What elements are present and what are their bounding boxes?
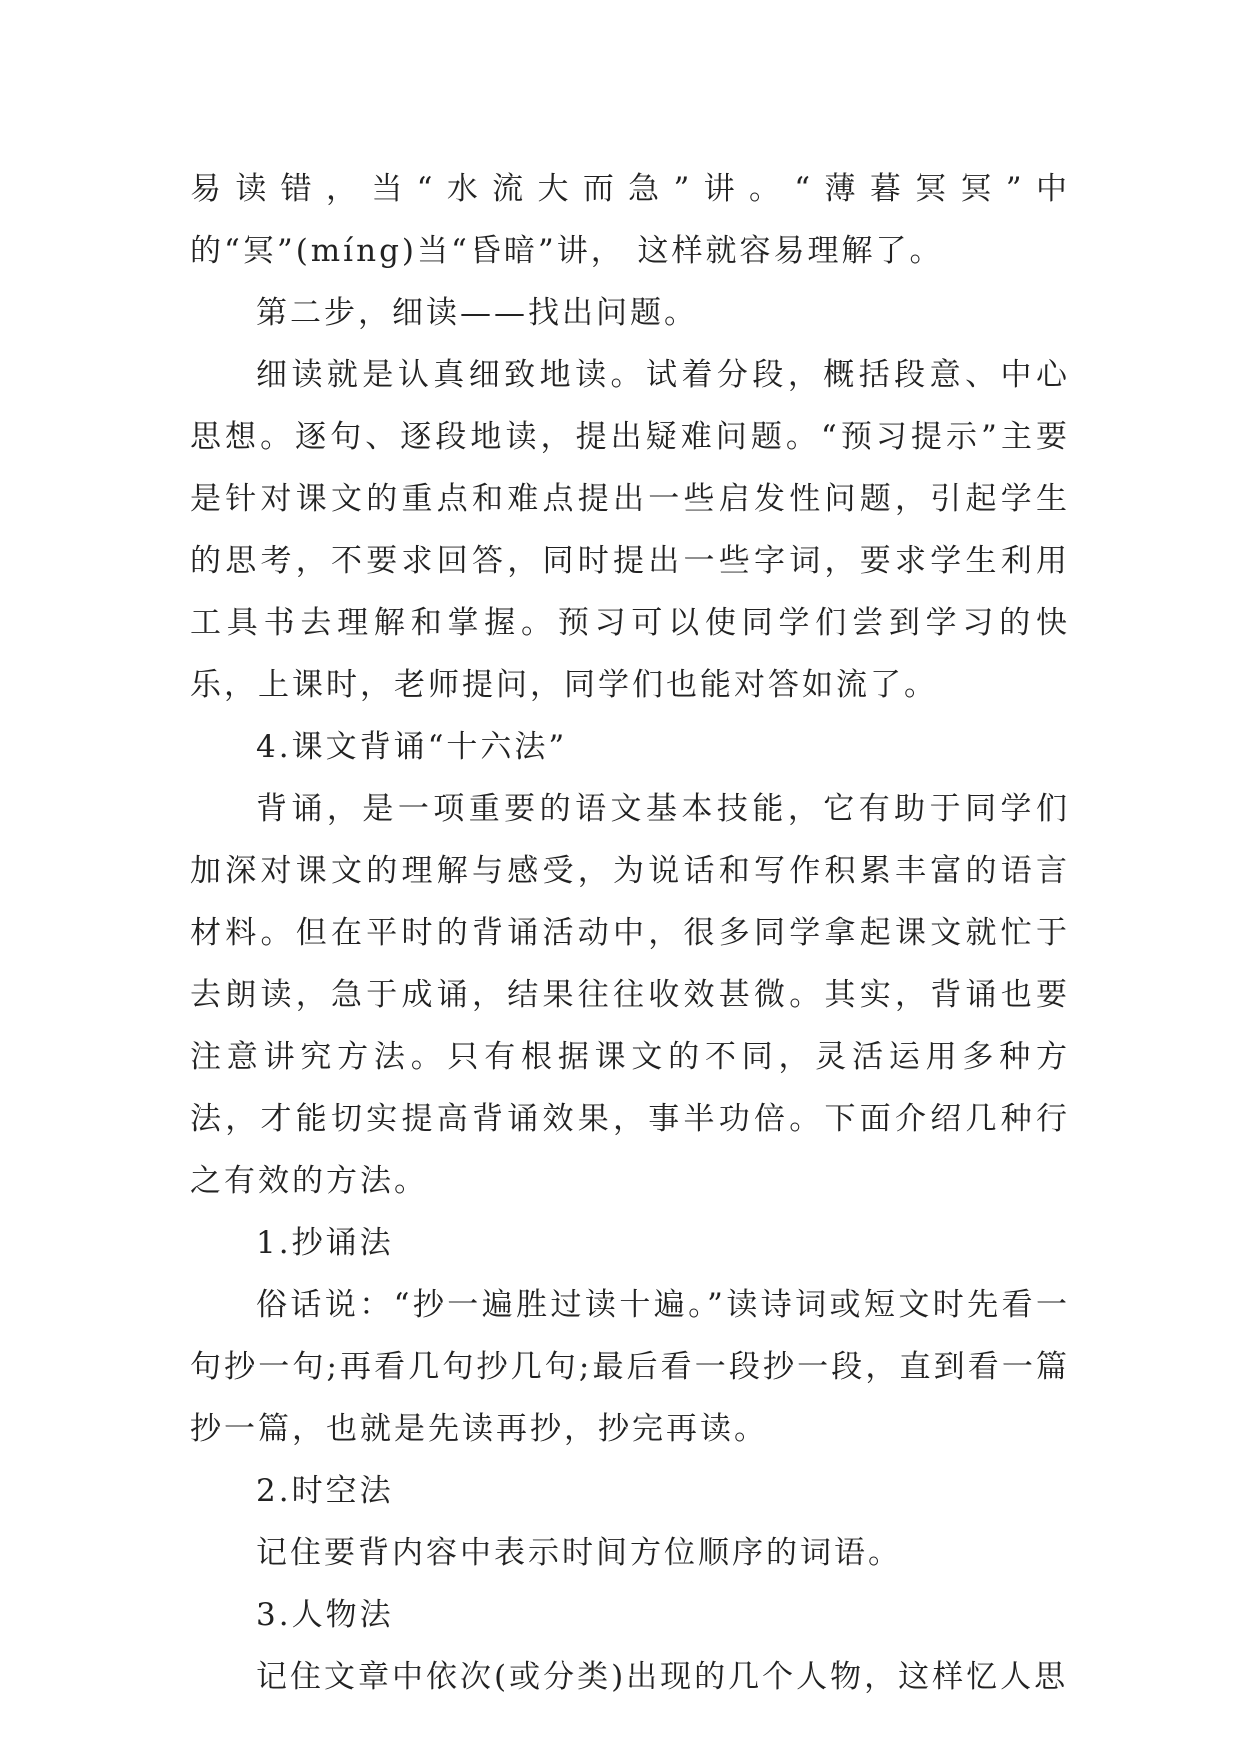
document-body [190, 158, 1070, 1708]
paragraph-11: 记住文章中依次(或分类)出现的几个人物，这样忆人思 [256, 1659, 1069, 1695]
method-heading-2: 2.时空法 [256, 1473, 394, 1509]
paragraph-1: 易读错，当“水流大而急”讲。“薄暮冥冥”中的“冥”(míng)当“昏暗”讲， 这样就容易理解了。 [190, 171, 1070, 269]
paragraph-3: 细读就是认真细致地读。试着分段，概括段意、中心思想。逐句、逐段地读，提出疑难问题。“预习提示”主要是针对课文的重点和难点提出一些启发性问题，引起学生的思考，不要求回答，同时提出一些字词，要求学生利用工具书去理解和掌握。预习可以使同学们尝到学习的快乐，上课时，老师提问，同学们也能对答如流了。 [190, 357, 1070, 703]
paragraph-7: 俗话说：“抄一遍胜过读十遍。”读诗词或短文时先看一句抄一句;再看几句抄几句;最后看一段抄一段，直到看一篇抄一篇，也就是先读再抄，抄完再读。 [190, 1287, 1070, 1447]
method-heading-1: 1.抄诵法 [256, 1225, 394, 1261]
method-heading-3: 3.人物法 [256, 1597, 394, 1633]
paragraph-2-heading: 第二步，细读——找出问题。 [256, 295, 698, 331]
paragraph-9: 记住要背内容中表示时间方位顺序的词语。 [256, 1535, 902, 1571]
paragraph-5: 背诵，是一项重要的语文基本技能，它有助于同学们加深对课文的理解与感受，为说话和写作积累丰富的语言材料。但在平时的背诵活动中，很多同学拿起课文就忙于去朗读，急于成诵，结果往往收效甚微。其实，背诵也要注意讲究方法。只有根据课文的不同，灵活运用多种方法，才能切实提高背诵效果，事半功倍。下面介绍几种行之有效的方法。 [190, 791, 1070, 1199]
section-heading-recitation: 4.课文背诵“十六法” [256, 729, 568, 765]
